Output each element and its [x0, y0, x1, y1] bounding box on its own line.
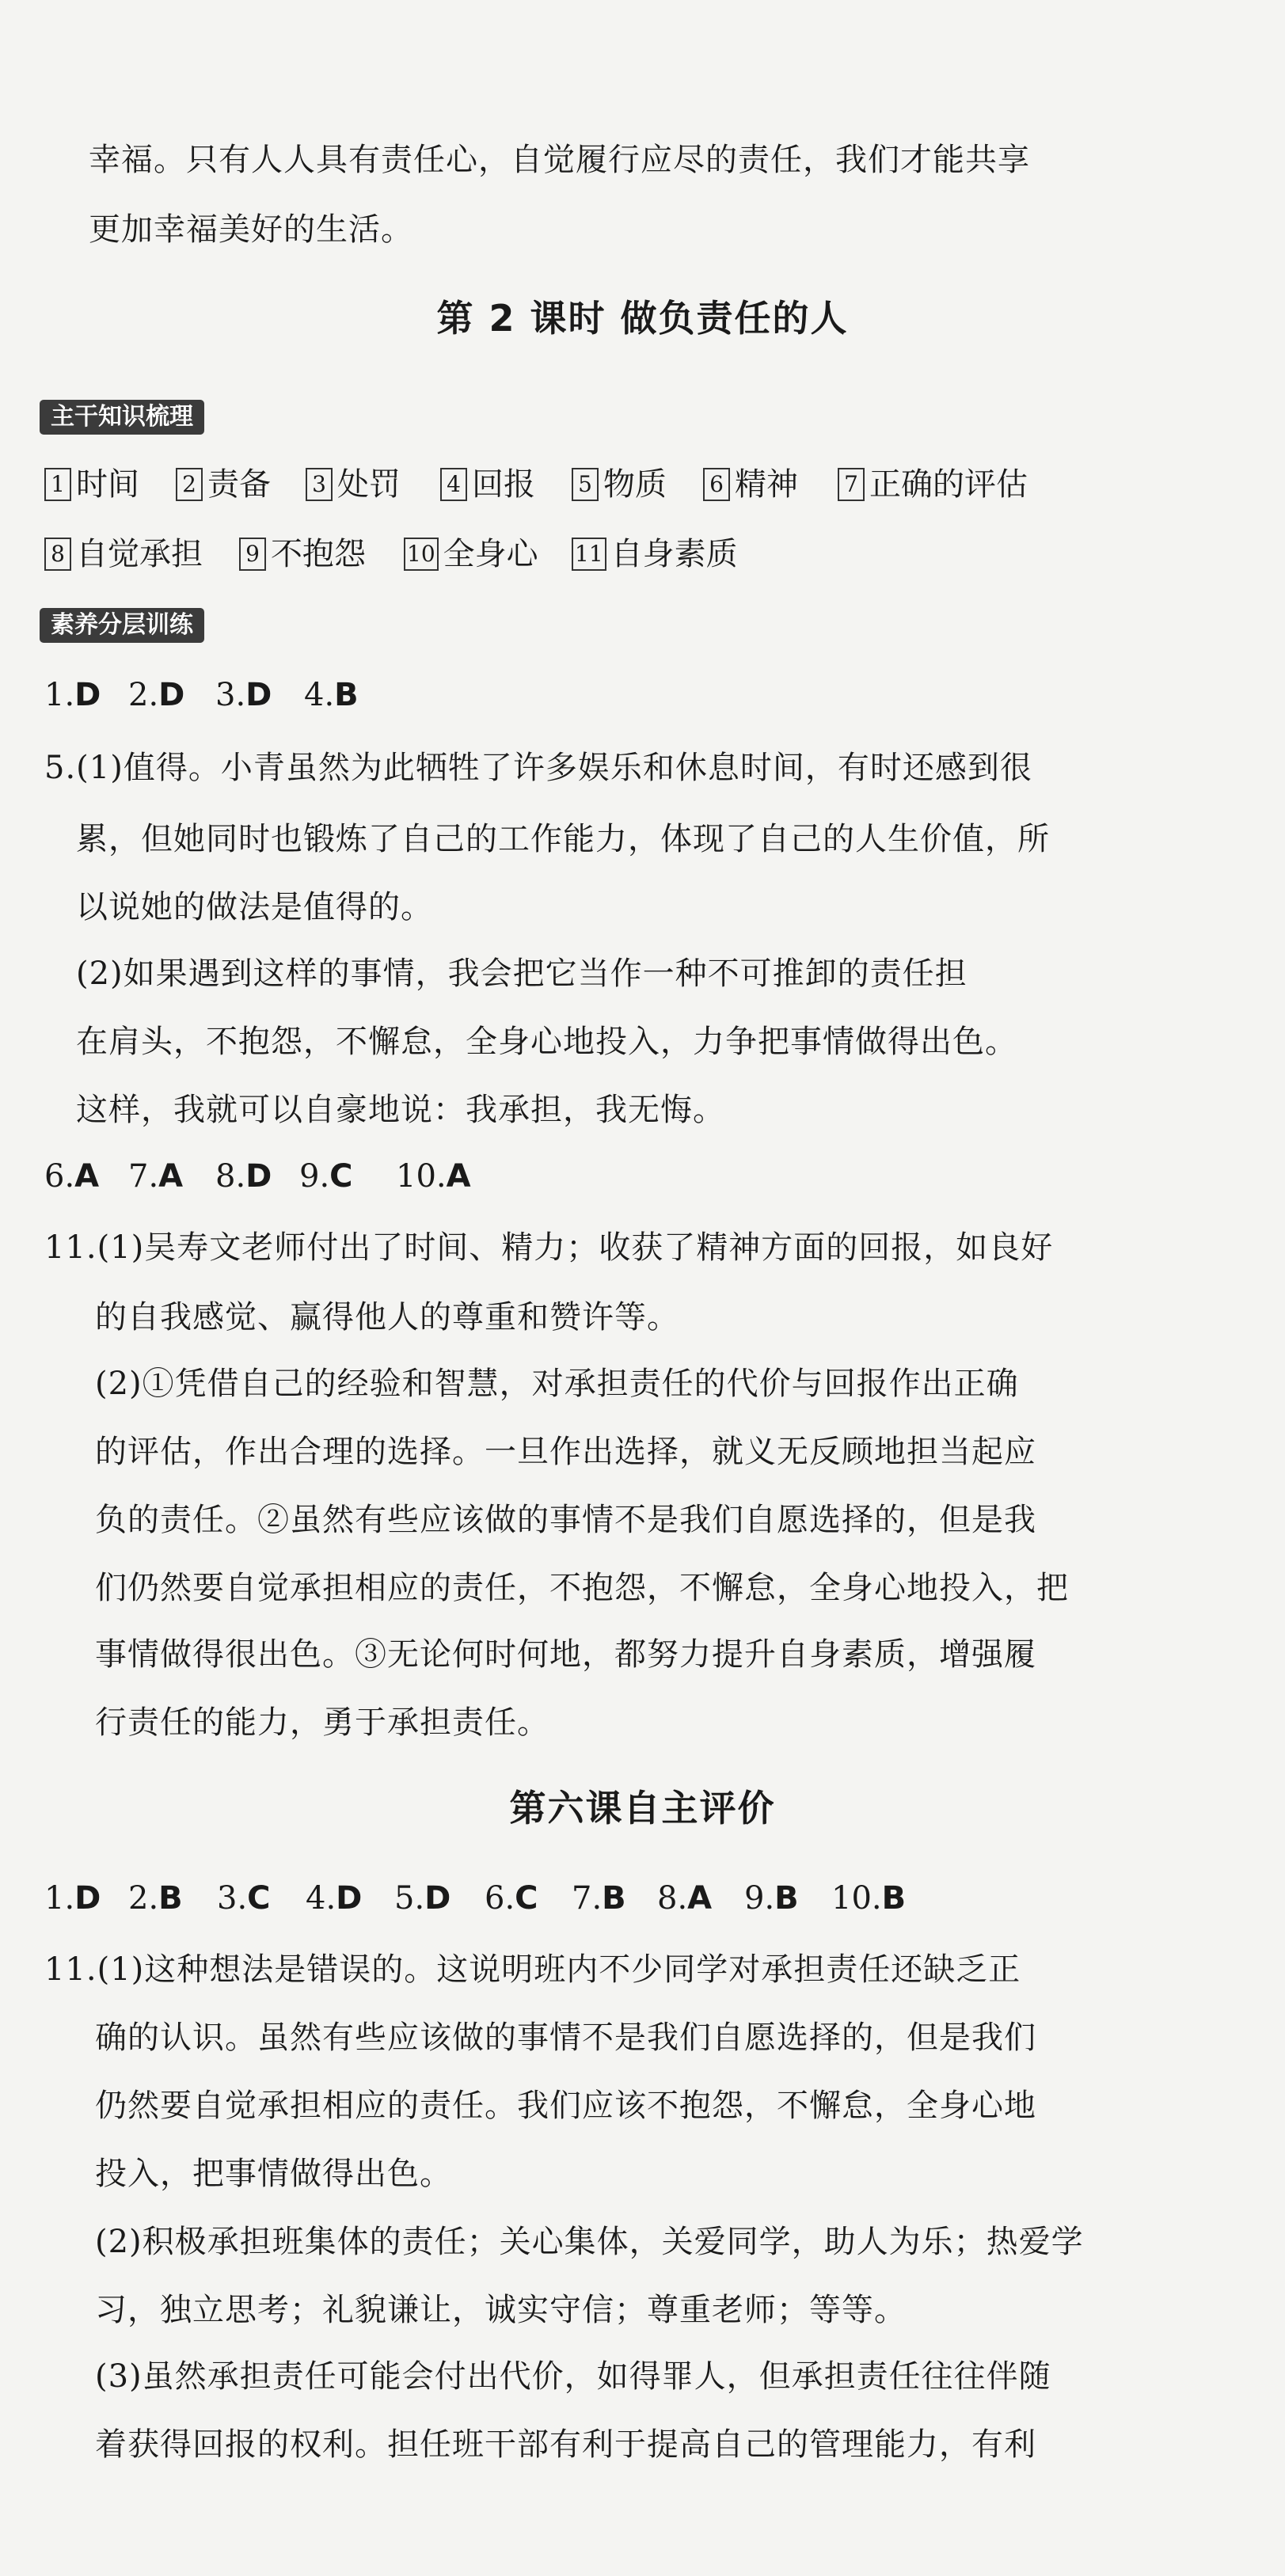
review-q11-line: (3)虽然承担责任可能会付出代价，如得罪人，但承担责任往往伴随 [95, 2358, 1051, 2395]
q11-line: (2)①凭借自己的经验和智慧，对承担责任的代价与回报作出正确 [95, 1366, 1019, 1402]
q11-line: 的评估，作出合理的选择。一旦作出选择，就义无反顾地担当起应 [95, 1434, 1036, 1470]
keyword-item: 7 正确的评估 [838, 464, 1028, 505]
keyword-item: 5 物质 [572, 464, 667, 505]
keyword-item: 3 处罚 [306, 464, 401, 505]
keyword-item: 9 不抱怨 [239, 534, 366, 575]
training-badge: 素养分层训练 [40, 608, 204, 643]
mc-answer: 3.C [217, 1880, 271, 1917]
review-q11-line: 着获得回报的权利。担任班干部有利于提高自己的管理能力，有利 [95, 2426, 1036, 2463]
keyword-item: 8 自觉承担 [44, 534, 203, 575]
mc-answer: 4.B [304, 677, 359, 713]
review-q11-line: 投入，把事情做得出色。 [95, 2156, 452, 2192]
intro-line-1: 幸福。只有人人具有责任心，自觉履行应尽的责任，我们才能共享 [89, 142, 1030, 178]
keyword-item: 10 全身心 [404, 534, 538, 575]
q5-line: 以说她的做法是值得的。 [76, 889, 433, 925]
mc-answer: 7.B [572, 1880, 626, 1917]
mc-answer: 6.A [44, 1158, 100, 1195]
knowledge-badge: 主干知识梳理 [40, 400, 204, 435]
q11-line: 的自我感觉、赢得他人的尊重和赞许等。 [95, 1299, 679, 1335]
q11-line: 行责任的能力，勇于承担责任。 [95, 1704, 549, 1741]
mc-answer: 1.D [44, 1880, 101, 1917]
keyword-item: 11 自身素质 [572, 534, 738, 575]
q11-line: 们仍然要自觉承担相应的责任，不抱怨，不懈怠，全身心地投入，把 [95, 1570, 1069, 1606]
q5-line: 5.(1)值得。小青虽然为此牺牲了许多娱乐和休息时间，有时还感到很 [44, 750, 1032, 786]
review-q11-line: 确的认识。虽然有些应该做的事情不是我们自愿选择的，但是我们 [95, 2019, 1036, 2056]
q11-line: 11.(1)吴寿文老师付出了时间、精力；收获了精神方面的回报，如良好 [44, 1229, 1054, 1266]
mc-answer: 5.D [394, 1880, 451, 1917]
mc-answer: 6.C [485, 1880, 538, 1917]
keyword-item: 4 回报 [440, 464, 535, 505]
q11-line: 负的责任。②虽然有些应该做的事情不是我们自愿选择的，但是我 [95, 1502, 1036, 1538]
mc-answer: 4.D [306, 1880, 363, 1917]
review-q11-line: 11.(1)这种想法是错误的。这说明班内不少同学对承担责任还缺乏正 [44, 1951, 1021, 1988]
mc-answer: 9.B [744, 1880, 799, 1917]
q11-line: 事情做得很出色。③无论何时何地，都努力提升自身素质，增强履 [95, 1636, 1036, 1673]
mc-answer: 3.D [215, 677, 272, 713]
q5-line: 在肩头，不抱怨，不懈怠，全身心地投入，力争把事情做得出色。 [76, 1024, 1017, 1060]
mc-answer: 10.A [396, 1158, 471, 1195]
q5-line: 这样，我就可以自豪地说：我承担，我无悔。 [76, 1092, 725, 1128]
mc-answer: 2.D [128, 677, 185, 713]
q5-line: 累，但她同时也锻炼了自己的工作能力，体现了自己的人生价值，所 [76, 821, 1050, 857]
mc-answer: 1.D [44, 677, 101, 713]
keyword-item: 6 精神 [703, 464, 798, 505]
mc-answer: 8.D [215, 1158, 272, 1195]
keyword-item: 2 责备 [176, 464, 271, 505]
mc-answer: 2.B [128, 1880, 183, 1917]
review-q11-line: (2)积极承担班集体的责任；关心集体，关爱同学，助人为乐；热爱学 [95, 2224, 1084, 2260]
review-q11-line: 仍然要自觉承担相应的责任。我们应该不抱怨，不懈怠，全身心地 [95, 2088, 1036, 2124]
review-q11-line: 习，独立思考；礼貌谦让，诚实守信；尊重老师；等等。 [95, 2292, 907, 2328]
mc-answer: 10.B [831, 1880, 907, 1917]
q5-line: (2)如果遇到这样的事情，我会把它当作一种不可推卸的责任担 [76, 956, 968, 992]
review-title: 第六课自主评价 [509, 1787, 776, 1829]
keyword-item: 1 时间 [44, 464, 139, 505]
mc-answer: 9.C [299, 1158, 353, 1195]
lesson2-title: 第 2 课时 做负责任的人 [436, 297, 849, 340]
mc-answer: 8.A [657, 1880, 713, 1917]
intro-line-2: 更加幸福美好的生活。 [89, 211, 413, 248]
mc-answer: 7.A [128, 1158, 184, 1195]
